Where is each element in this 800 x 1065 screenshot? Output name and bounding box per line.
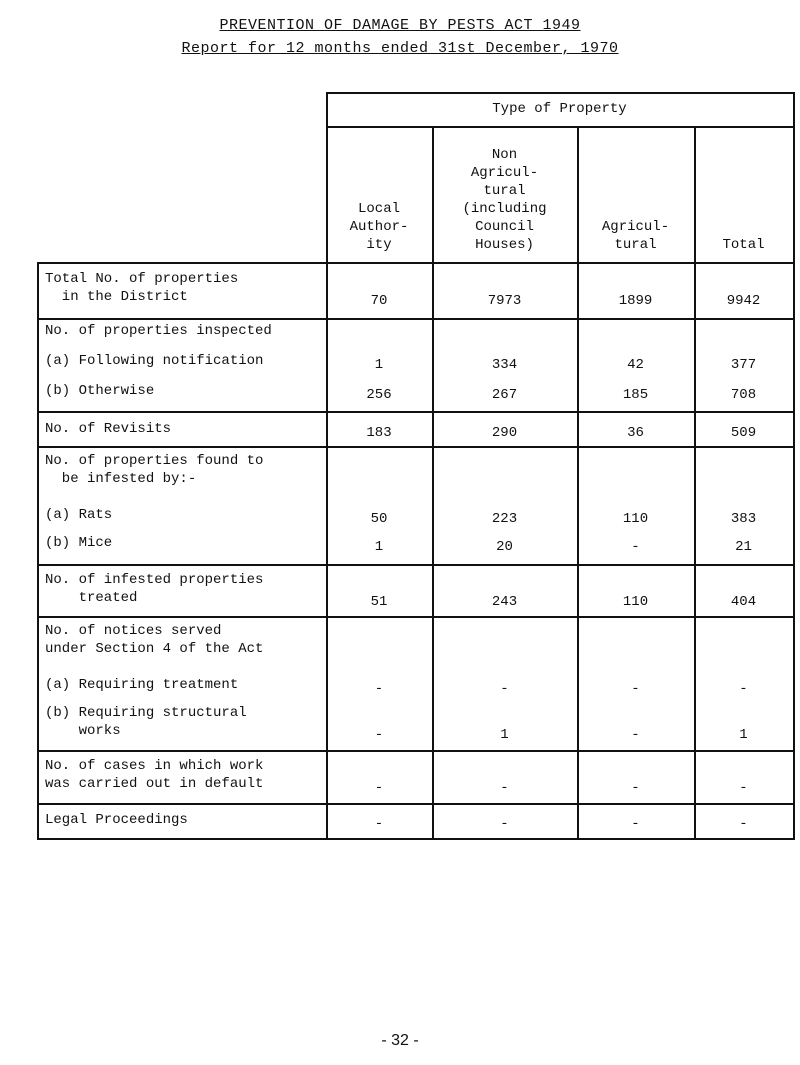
row-label: No. of cases in which work was carried out in default [45,758,264,792]
table-cell: - [374,780,384,796]
row-label: No. of Revisits [45,421,172,437]
row-rule [37,411,795,413]
table-cell: 256 [366,387,392,403]
table-cell: - [500,780,509,796]
table-cell: 110 [622,511,649,527]
table-cell: - [631,727,640,743]
table-cell: 290 [491,425,518,441]
table-cell: - [739,681,748,697]
row-label: Legal Proceedings [45,812,188,828]
row-label: (a) Following notification [45,353,264,369]
col-rule [793,92,795,838]
page-number: - 32 - [381,1032,419,1049]
row-label: No. of infested properties treated [45,572,264,606]
table-cell: 223 [491,511,518,527]
column-header: Non Agricul- tural (including Council Houses) [462,147,547,253]
table-cell: 267 [491,387,518,403]
table-cell: 377 [730,357,757,373]
table-cell: 1 [374,539,384,555]
row-rule [37,616,795,618]
table-cell: 185 [622,387,649,403]
table-cell: 1 [500,727,509,743]
row-label: (a) Requiring treatment [45,677,239,693]
type-of-property-header: Type of Property [492,101,627,117]
header-top-rule [326,92,793,94]
table-cell: 183 [366,425,392,441]
row-rule [37,446,795,448]
table-cell: - [631,780,640,796]
row-label: (b) Mice [45,535,113,551]
table-cell: - [500,681,509,697]
table-cell: 70 [370,293,388,309]
table-cell: - [631,816,640,832]
row-rule [37,564,795,566]
row-rule [37,838,795,840]
table-cell: - [739,780,748,796]
row-label: No. of properties inspected [45,323,272,339]
table-cell: 1899 [618,293,653,309]
table-cell: - [631,681,640,697]
table-cell: 708 [730,387,757,403]
header-mid-rule [326,126,793,128]
table-cell: 36 [627,425,644,441]
row-label: (b) Otherwise [45,383,155,399]
table-cell: 1 [374,357,384,373]
table-cell: 50 [370,511,388,527]
column-header: Local Author- ity [349,201,409,253]
row-label: (a) Rats [45,507,113,523]
column-header: Total [722,237,765,253]
table-cell: 42 [627,357,644,373]
table-cell: 20 [496,539,513,555]
row-label: (b) Requiring structural works [45,705,247,739]
table-cell: 383 [730,511,757,527]
table-cell: 509 [730,425,757,441]
row-label: No. of properties found to be infested by:- [45,453,264,487]
document-subtitle: Report for 12 months ended 31st December, 1970 [181,40,619,57]
pests-report-table [37,92,793,840]
table-cell: 7973 [487,293,522,309]
table-cell: 404 [730,594,757,610]
table-cell: 21 [735,539,752,555]
row-rule [37,262,795,264]
row-rule [37,803,795,805]
document-title: PREVENTION OF DAMAGE BY PESTS ACT 1949 [219,17,581,34]
row-label: No. of notices served under Section 4 of the Act [45,623,264,657]
table-cell: 110 [622,594,649,610]
table-cell: - [500,816,509,832]
table-cell: 9942 [726,293,761,309]
row-rule [37,318,795,320]
column-header: Agricul- tural [601,219,670,253]
table-cell: - [374,727,384,743]
table-cell: - [739,816,748,832]
table-cell: 334 [491,357,518,373]
table-cell: - [631,539,640,555]
table-cell: - [374,681,384,697]
table-cell: 243 [491,594,518,610]
table-cell: - [374,816,384,832]
row-rule [37,750,795,752]
table-cell: 51 [370,594,388,610]
table-cell: 1 [739,727,748,743]
row-label: Total No. of properties in the District [45,271,239,305]
